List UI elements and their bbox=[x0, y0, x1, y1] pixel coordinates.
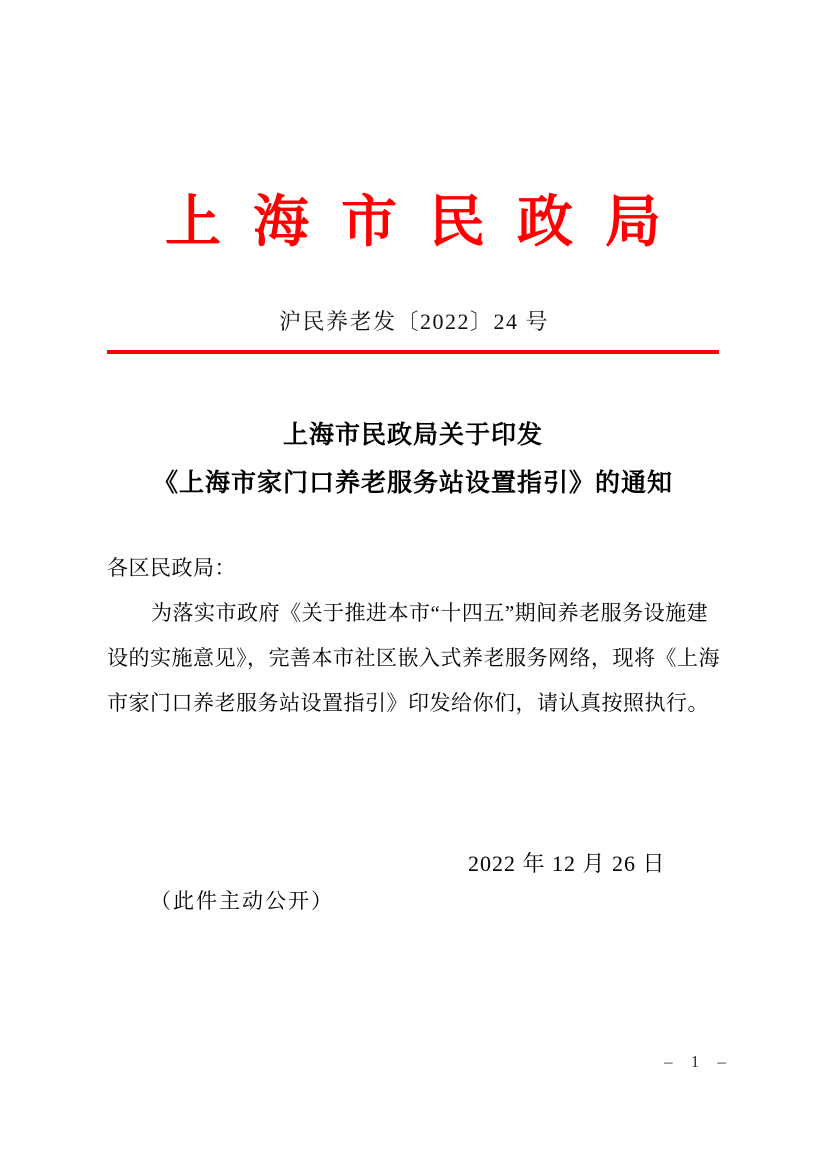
body-paragraph-line-3: 市家门口养老服务站设置指引》印发给你们，请认真按照执行。 bbox=[107, 691, 709, 715]
notice-title-line-1: 上海市民政局关于印发 bbox=[282, 422, 543, 449]
signoff-date: 2022 年 12 月 26 日 bbox=[468, 851, 666, 876]
proactive-disclosure-note: （此件主动公开） bbox=[150, 889, 334, 913]
letterhead-red-divider-line bbox=[107, 350, 719, 354]
page-number: – 1 – bbox=[664, 1052, 733, 1071]
body-paragraph-line-2: 设的实施意见》，完善本市社区嵌入式养老服务网络，现将《上海 bbox=[107, 646, 720, 670]
document-reference-number: 沪民养老发〔2022〕24 号 bbox=[278, 309, 549, 334]
notice-body bbox=[107, 546, 723, 726]
notice-title-line-2: 《上海市家门口养老服务站设置指引》的通知 bbox=[152, 470, 673, 497]
salutation-line: 各区民政局： bbox=[107, 556, 236, 580]
letterhead-org-name: 上海市民政局 bbox=[165, 192, 693, 254]
notice-title bbox=[0, 412, 826, 508]
body-paragraph-line-1: 为落实市政府《关于推进本市“十四五”期间养老服务设施建 bbox=[151, 601, 709, 625]
